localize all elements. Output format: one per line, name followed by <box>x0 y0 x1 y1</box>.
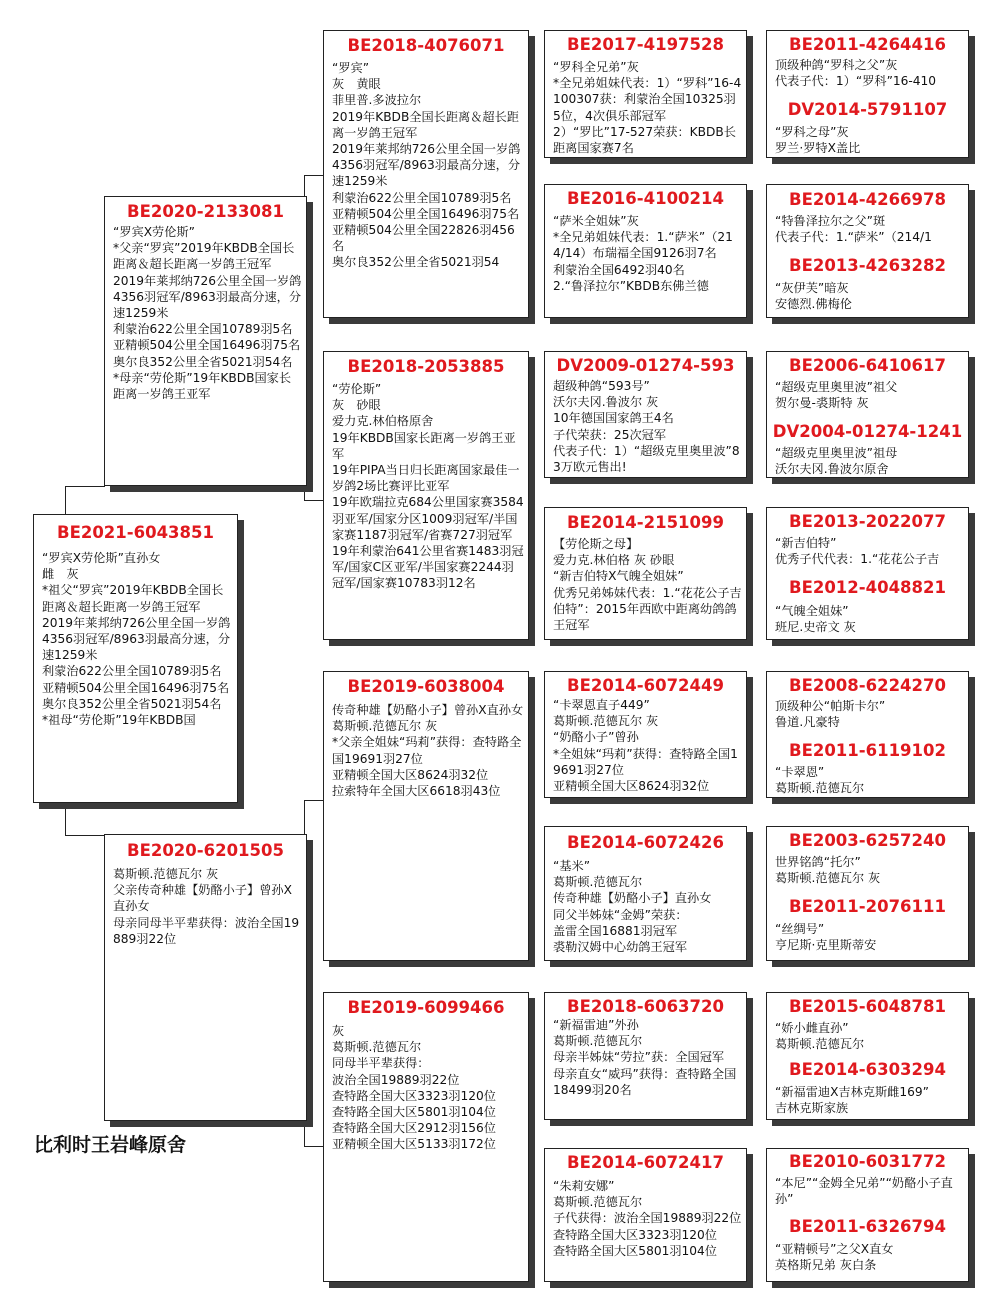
pedigree-card-sd <box>323 351 529 640</box>
card-text: “亚精顿号”之父X直女 英格斯兄弟 灰白条 <box>775 1242 894 1273</box>
ring-number: BE2019-6099466 <box>347 998 505 1017</box>
ring-number: BE2010-6031772 <box>789 1152 946 1171</box>
ring-number: BE2011-6326794 <box>789 1217 946 1236</box>
ring-number: BE2014-6072417 <box>567 1153 724 1172</box>
pedigree-card-pair-4 <box>766 507 969 640</box>
connector-line <box>304 486 305 500</box>
ring-number: BE2014-4266978 <box>789 190 946 209</box>
card-text: “罗宾X劳伦斯” *父亲“罗宾”2019年KBDB全国长距离＆超长距离一岁鸽王冠军 2019年莱邦纳726公里全国一岁鸽4356羽冠军/8963羽最高分速，分速1259米 利蒙治622公里全国10789羽5名 亚精顿504公里全国16496羽75名 奥尔良352公里全省5021羽54名 *母亲“劳伦斯”19年KBDB国家长距离一岁鸽王亚军 <box>113 225 302 402</box>
card-text: “新吉伯特” 优秀子代代表：1.“花花公子吉 <box>775 536 940 567</box>
connector-line <box>304 800 324 801</box>
pedigree-card-sds <box>544 351 747 478</box>
pedigree-card-pair-8 <box>766 1148 969 1282</box>
card-text: “特鲁泽拉尔之父”斑 代表子代：1.“萨米”（214/1 <box>775 214 932 245</box>
pedigree-card-ssd <box>544 184 747 318</box>
connector-line <box>304 500 324 501</box>
card-text: “超级克里奥里波”祖父 贺尔曼-裘斯特 灰 <box>775 380 898 411</box>
ring-number: BE2014-6072449 <box>567 676 724 695</box>
card-text: “丝绸号” 亨尼斯·克里斯蒂安 <box>775 922 877 953</box>
connector-line <box>304 800 305 835</box>
ring-number: DV2009-01274-593 <box>556 356 735 375</box>
connector-line <box>65 835 105 836</box>
ring-number: BE2015-6048781 <box>789 997 946 1016</box>
ring-number: DV2004-01274-1241 <box>772 422 963 441</box>
pedigree-card-pair-6 <box>766 826 969 961</box>
card-text: 世界铭鸽“托尔” 葛斯顿.范德瓦尔 灰 <box>775 855 881 886</box>
card-text: 超级种鸽“593号” 沃尔夫冈.鲁波尔 灰 10年德国国家鸽王4名 子代荣获：25次冠军 代表子代：1）“超级克里奥里波”83万欧元售出! <box>553 379 740 475</box>
pedigree-card-pair-3 <box>766 351 969 478</box>
pedigree-card-sire <box>104 196 307 486</box>
ring-number: BE2013-4263282 <box>789 256 946 275</box>
card-text: “新福雷迪X吉林克斯雌169” 吉林克斯家族 <box>775 1085 929 1116</box>
card-text: “灰伊芙”暗灰 安德烈.佛梅伦 <box>775 281 852 312</box>
connector-line <box>304 1146 324 1147</box>
ring-number: BE2011-6119102 <box>789 741 946 760</box>
card-text: “罗科全兄弟”灰 *全兄弟姐妹代表：1）“罗科”16-4100307获：利蒙治全国10325羽5位，4次俱乐部冠军 2）“罗比”17-527荣获：KBDB长距离国家赛7名 <box>553 60 742 156</box>
pedigree-card-pair-1 <box>766 30 969 158</box>
ring-number: BE2019-6038004 <box>347 677 505 696</box>
connector-line <box>304 175 324 176</box>
ring-number: BE2021-6043851 <box>57 523 214 542</box>
card-text: “卡翠恩” 葛斯顿.范德瓦尔 <box>775 765 865 796</box>
loft-name: 比利时王岩峰原舍 <box>34 1134 187 1156</box>
pedigree-card-pair-7 <box>766 992 969 1120</box>
ring-number: BE2018-4076071 <box>347 36 505 55</box>
ring-number: BE2006-6410617 <box>789 356 946 375</box>
ring-number: BE2014-6303294 <box>789 1060 946 1079</box>
ring-number: BE2014-2151099 <box>567 513 724 532</box>
pedigree-card-sdd <box>544 507 747 640</box>
pedigree-card-sss <box>544 30 747 158</box>
pedigree-card-dss <box>544 671 747 798</box>
pedigree-card-pair-5 <box>766 671 969 798</box>
pedigree-card-dsd <box>544 826 747 961</box>
card-text: 【劳伦斯之母】 爱力克.林伯格 灰 砂眼 “新吉伯特X气魄全姐妹” 优秀兄弟姊妹代表：1.“花花公子吉伯特”：2015年西欧中距离幼鸽鸽王冠军 <box>553 537 742 633</box>
pedigree-card-ss <box>323 30 529 318</box>
ring-number: DV2014-5791107 <box>787 100 948 119</box>
ring-number: BE2012-4048821 <box>789 578 946 597</box>
ring-number: BE2020-6201505 <box>127 841 284 860</box>
ring-number: BE2016-4100214 <box>567 189 724 208</box>
card-text: “卡翠恩直子449” 葛斯顿.范德瓦尔 灰 “奶酪小子”曾孙 *全姐妹“玛莉”获得：查特路全国19691羽27位 亚精顿全国大区8624羽32位 <box>553 698 738 794</box>
ring-number: BE2003-6257240 <box>789 831 946 850</box>
card-text: “朱莉安娜” 葛斯顿.范德瓦尔 子代获得：波治全国19889羽22位 查特路全国大区3323羽120位 查特路全国大区5801羽104位 <box>553 1179 742 1258</box>
pedigree-card-dd <box>323 992 529 1282</box>
connector-line <box>65 486 105 487</box>
card-text: “罗宾” 灰 黄眼 菲里普.多波拉尔 2019年KBDB全国长距离＆超长距离一岁鸽王冠军 2019年莱邦纳726公里全国一岁鸽4356羽冠军/8963羽最高分速，分速1259米 利蒙治622公里全国10789羽5名 亚精顿504公里全国16496羽75名 亚精顿504公里全国22826羽456名 奥尔良352公里全省5021羽54 <box>332 61 521 270</box>
pedigree-card-dam <box>104 834 307 1121</box>
card-text: “劳伦斯” 灰 砂眼 爱力克.林伯格原舍 19年KBDB国家长距离一岁鸽王亚军 19年PIPA当日归长距离国家最佳一岁鸽2场比赛评比亚军 19年欧瑞拉克684公里国家赛3584羽亚军/国家分区1009羽冠军/半国家赛1187羽冠军/省赛727羽冠军 19年利蒙治641公里省赛1483羽冠军/国家C区亚军/半国家赛2244羽冠军/国家赛10783羽12名 <box>332 382 524 591</box>
pedigree-card-pair-2 <box>766 184 969 318</box>
ring-number: BE2018-6063720 <box>567 997 724 1016</box>
card-text: “超级克里奥里波”祖母 沃尔夫冈.鲁波尔原舍 <box>775 446 898 477</box>
connector-line <box>304 1121 305 1146</box>
card-text: “本尼”“金姆全兄弟”“奶酪小子直孙” <box>775 1176 953 1207</box>
card-text: “新福雷迪”外孙 葛斯顿.范德瓦尔 母亲半姊妹“劳拉”获：全国冠军 母亲直女“威玛”获得：查特路全国18499羽20名 <box>553 1018 737 1097</box>
card-text: “基米” 葛斯顿.范德瓦尔 传奇种雄【奶酪小子】直孙女 同父半姊妹“金姆”荣获： 盖雷全国16881羽冠军 裘勒汉姆中心幼鸽王冠军 <box>553 859 712 955</box>
ring-number: BE2008-6224270 <box>789 676 946 695</box>
card-text: “罗科之母”灰 罗兰·罗特X盖比 <box>775 125 861 156</box>
card-text: “萨米全姐妹”灰 *全兄弟姐妹代表：1.“萨米”（214/14）布瑞福全国9126羽7名 利蒙治全国6492羽40名 2.“鲁泽拉尔”KBDB东佛兰德 <box>553 214 733 293</box>
connector-line <box>65 803 66 835</box>
connector-line <box>304 175 305 197</box>
card-text: “罗宾X劳伦斯”直孙女 雌 灰 *祖父“罗宾”2019年KBDB全国长距离＆超长距离一岁鸽王冠军 2019年莱邦纳726公里全国一岁鸽4356羽冠军/8963羽最高分速，分速1259米 利蒙治622公里全国10789羽5名 亚精顿504公里全国16496羽75名 奥尔良352公里全省5021羽54名 *祖母“劳伦斯”19年KBDB国 <box>42 551 231 728</box>
pedigree-card-ds <box>323 671 529 961</box>
card-text: 传奇种雄【奶酪小子】曾孙X直孙女 葛斯顿.范德瓦尔 灰 *父亲全姐妹“玛莉”获得：查特路全国19691羽27位 亚精顿全国大区8624羽32位 拉索特年全国大区6618羽43位 <box>332 703 524 799</box>
ring-number: BE2014-6072426 <box>567 833 724 852</box>
pedigree-card-ddd <box>544 1148 747 1282</box>
pedigree-card-dds <box>544 992 747 1120</box>
ring-number: BE2011-2076111 <box>789 897 946 916</box>
connector-line <box>65 486 66 514</box>
card-text: 灰 葛斯顿.范德瓦尔 同母半平辈获得： 波治全国19889羽22位 查特路全国大区3323羽120位 查特路全国大区5801羽104位 查特路全国大区2912羽156位 亚精顿全国大区5133羽172位 <box>332 1024 496 1152</box>
ring-number: BE2018-2053885 <box>347 357 505 376</box>
card-text: “气魄全姐妹” 班尼.史帝文 灰 <box>775 604 856 635</box>
pedigree-card-main <box>33 514 238 803</box>
ring-number: BE2020-2133081 <box>127 202 284 221</box>
ring-number: BE2013-2022077 <box>789 512 946 531</box>
ring-number: BE2011-4264416 <box>789 35 946 54</box>
card-text: 葛斯顿.范德瓦尔 灰 父亲传奇种雄【奶酪小子】曾孙X直孙女 母亲同母半平辈获得：波治全国19889羽22位 <box>113 867 300 946</box>
card-text: 顶级种公“帕斯卡尔” 鲁道.凡豪特 <box>775 699 886 730</box>
card-text: 顶级种鸽“罗科之父”灰 代表子代：1）“罗科”16-410 <box>775 58 937 89</box>
ring-number: BE2017-4197528 <box>567 35 724 54</box>
card-text: “娇小雌直孙” 葛斯顿.范德瓦尔 <box>775 1021 865 1052</box>
